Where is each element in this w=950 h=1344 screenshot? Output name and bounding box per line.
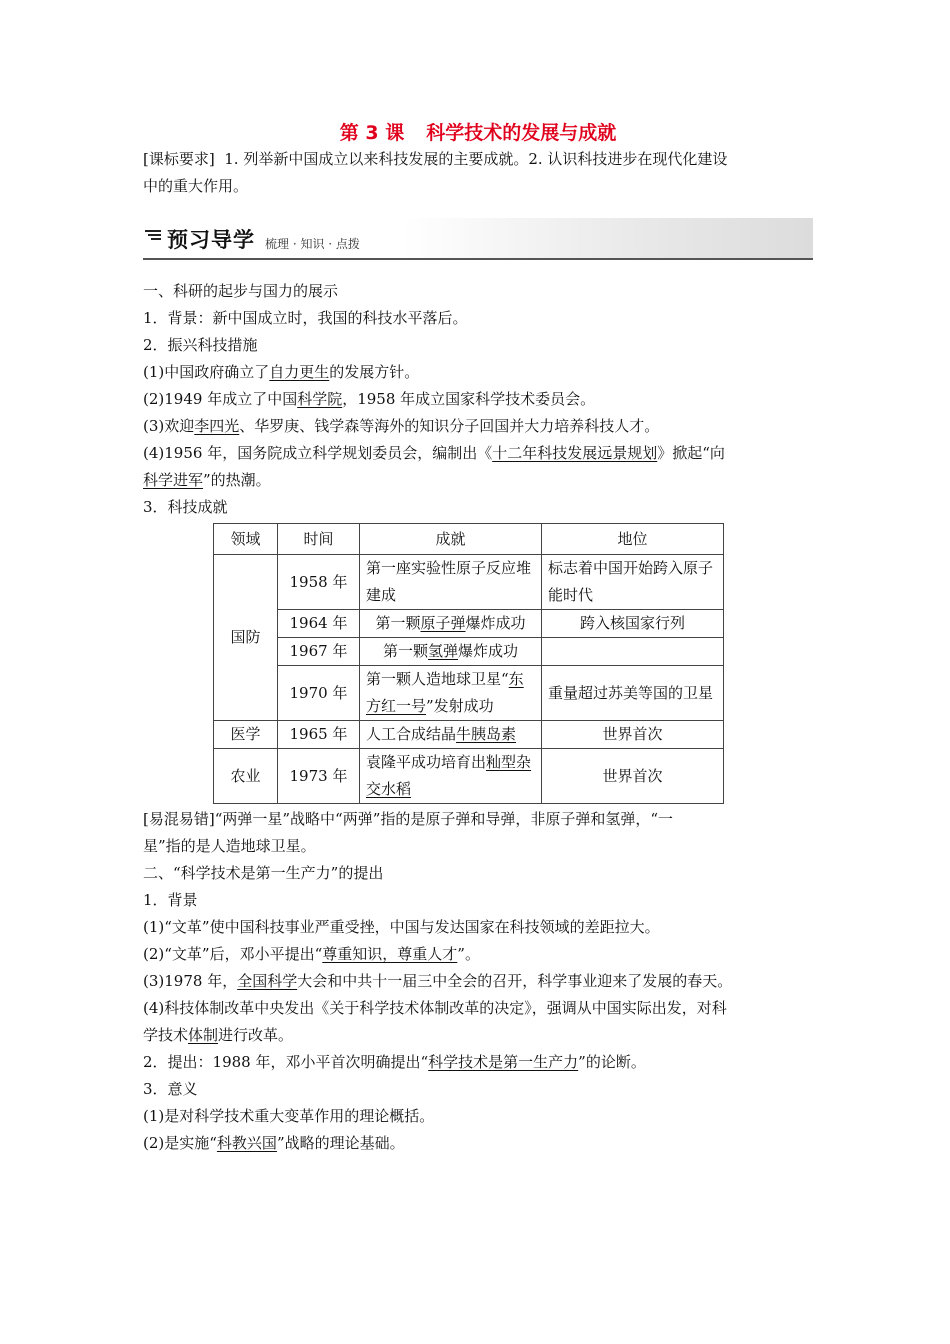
requirements-label: [课标要求] (143, 150, 215, 168)
table-cell-time: 1964 年 (278, 610, 360, 638)
table-cell-achievement: 人工合成结晶牛胰岛素 (360, 721, 542, 749)
achievements-table (213, 523, 724, 804)
proposal: 2．提出：1988 年，邓小平首次明确提出“科学技术是第一生产力”的论断。 (143, 1053, 646, 1071)
confusion-note: [易混易错]“两弹一星”战略中“两弹”指的是原子弹和导弹，非原子弹和氢弹，“一 星”指的是人造地球卫星。 (143, 810, 674, 855)
table-header: 成就 (360, 524, 542, 555)
significance-2: (2)是实施“科教兴国”战略的理论基础。 (143, 1134, 405, 1152)
table-cell-achievement: 袁隆平成功培育出籼型杂交水稻 (360, 749, 542, 804)
table-cell-achievement: 第一颗原子弹爆炸成功 (360, 610, 542, 638)
section2-heading: 二、“科学技术是第一生产力”的提出 (143, 864, 384, 882)
table-cell-time: 1970 年 (278, 666, 360, 721)
preview-banner (143, 218, 813, 260)
table-cell-time: 1965 年 (278, 721, 360, 749)
table-cell-time: 1958 年 (278, 555, 360, 610)
table-row (214, 555, 724, 610)
lesson-topic: 科学技术的发展与成就 (426, 122, 617, 144)
banner-shade (403, 218, 813, 258)
section2-bg-heading: 1．背景 (143, 891, 198, 909)
measures-heading: 2．振兴科技措施 (143, 336, 258, 354)
table-header: 地位 (542, 524, 724, 555)
requirements: [课标要求] 1. 列举新中国成立以来科技发展的主要成就。2. 认识科技进步在现代化建设 中的重大作用。 (143, 150, 728, 195)
bg-item-3: (3)1978 年，全国科学大会和中共十一届三中全会的召开，科学事业迎来了发展的春天。 (143, 972, 733, 990)
table-cell-time: 1973 年 (278, 749, 360, 804)
table-row (214, 721, 724, 749)
measure-4: (4)1956 年，国务院成立科学规划委员会，编制出《十二年科技发展远景规划》掀起“向 科学进军”的热潮。 (143, 444, 725, 489)
table-cell-time: 1967 年 (278, 638, 360, 666)
significance-heading: 3．意义 (143, 1080, 198, 1098)
table-cell-achievement: 第一座实验性原子反应堆建成 (360, 555, 542, 610)
table-cell-status: 世界首次 (542, 721, 724, 749)
lesson-title (143, 120, 813, 146)
lesson-number: 第 3 课 (339, 122, 405, 144)
banner-title: 预习导学 (167, 228, 255, 252)
measure-2: (2)1949 年成立了中国科学院，1958 年成立国家科学技术委员会。 (143, 390, 596, 408)
document-page (143, 120, 813, 1157)
bg-item-2: (2)“文革”后，邓小平提出“尊重知识，尊重人才”。 (143, 945, 480, 963)
table-cell-status: 跨入核国家行列 (542, 610, 724, 638)
table-row (214, 638, 724, 666)
table-cell-status (542, 638, 724, 666)
measure-3: (3)欢迎李四光、华罗庚、钱学森等海外的知识分子回国并大力培养科技人才。 (143, 417, 660, 435)
table-cell-achievement: 第一颗人造地球卫星“东方红一号”发射成功 (360, 666, 542, 721)
table-header-row (214, 524, 724, 555)
banner-bars-icon (145, 230, 161, 244)
table-cell-status: 重量超过苏美等国的卫星 (542, 666, 724, 721)
bg-item-1: (1)“文革”使中国科技事业严重受挫，中国与发达国家在科技领域的差距拉大。 (143, 918, 660, 936)
table-cell-field: 农业 (214, 749, 278, 804)
table-cell-status: 世界首次 (542, 749, 724, 804)
table-row (214, 749, 724, 804)
section1-heading: 一、科研的起步与国力的展示 (143, 282, 339, 300)
table-cell-field: 医学 (214, 721, 278, 749)
table-header: 时间 (278, 524, 360, 555)
table-row (214, 610, 724, 638)
measure-1: (1)中国政府确立了自力更生的发展方针。 (143, 363, 420, 381)
table-cell-field: 国防 (214, 555, 278, 721)
table-cell-achievement: 第一颗氢弹爆炸成功 (360, 638, 542, 666)
significance-1: (1)是对科学技术重大变革作用的理论概括。 (143, 1107, 435, 1125)
table-cell-status: 标志着中国开始跨入原子能时代 (542, 555, 724, 610)
table-row (214, 666, 724, 721)
section1-background: 1．背景：新中国成立时，我国的科技水平落后。 (143, 309, 468, 327)
banner-subtitle: 梳理 · 知识 · 点拨 (265, 237, 360, 251)
bg-item-4: (4)科技体制改革中央发出《关于科学技术体制改革的决定》，强调从中国实际出发，对科 学技术体制进行改革。 (143, 999, 727, 1044)
achievements-heading: 3．科技成就 (143, 498, 228, 516)
table-header: 领域 (214, 524, 278, 555)
